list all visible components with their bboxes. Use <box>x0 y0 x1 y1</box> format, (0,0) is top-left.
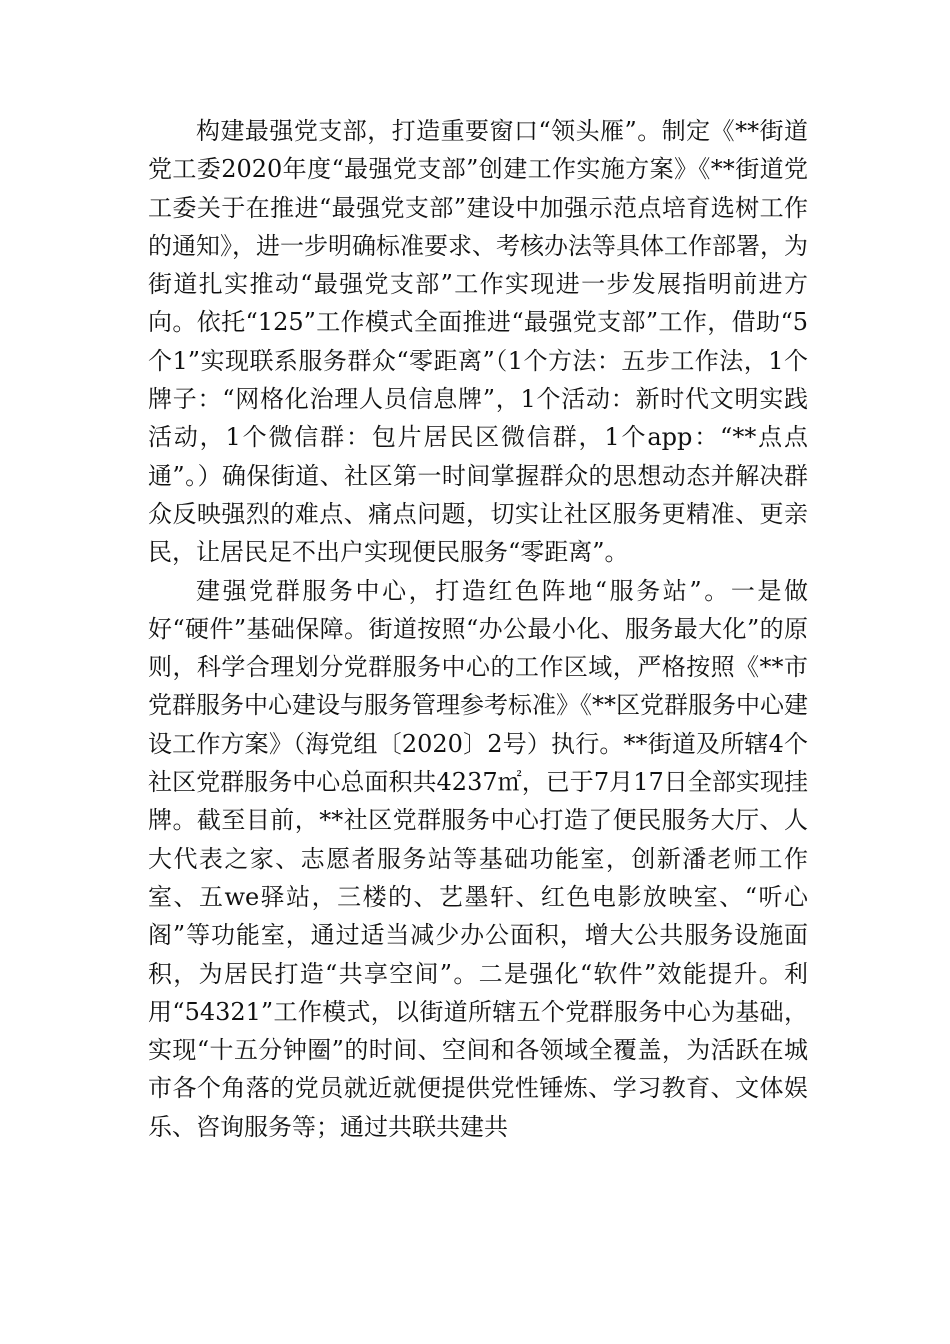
paragraph-party-service-center: 建强党群服务中心，打造红色阵地“服务站”。一是做好“硬件”基础保障。街道按照“办公最小化、服务最大化”的原则，科学合理划分党群服务中心的工作区域，严格按照《**市党群服务中心建设与服务管理参考标准》《**区党群服务中心建设工作方案》（海党组〔2020〕2号）执行。**街道及所辖4个社区党群服务中心总面积共4237㎡，已于7月17日全部实现挂牌。截至目前，**社区党群服务中心打造了便民服务大厅、人大代表之家、志愿者服务站等基础功能室，创新潘老师工作室、五we驿站，三楼的、艺墨轩、红色电影放映室、“听心阁”等功能室，通过适当减少办公面积，增大公共服务设施面积，为居民打造“共享空间”。二是强化“软件”效能提升。利用“54321”工作模式，以街道所辖五个党群服务中心为基础，实现“十五分钟圈”的时间、空间和各领域全覆盖，为活跃在城市各个角落的党员就近就便提供党性锤炼、学习教育、文体娱乐、咨询服务等；通过共联共建共 <box>148 576 808 1141</box>
document-body <box>148 112 808 1146</box>
paragraph-strongest-party-branch: 构建最强党支部，打造重要窗口“领头雁”。制定《**街道党工委2020年度“最强党支部”创建工作实施方案》《**街道党工委关于在推进“最强党支部”建设中加强示范点培育选树工作的通知》，进一步明确标准要求、考核办法等具体工作部署，为街道扎实推动“最强党支部”工作实现进一步发展指明前进方向。依托“125”工作模式全面推进“最强党支部”工作，借助“5个1”实现联系服务群众“零距离”（1个方法：五步工作法，1个牌子：“网格化治理人员信息牌”，1个活动：新时代文明实践活动，1个微信群：包片居民区微信群，1个app：“**点点通”。）确保街道、社区第一时间掌握群众的思想动态并解决群众反映强烈的难点、痛点问题，切实让社区服务更精准、更亲民，让居民足不出户实现便民服务“零距离”。 <box>148 117 808 567</box>
